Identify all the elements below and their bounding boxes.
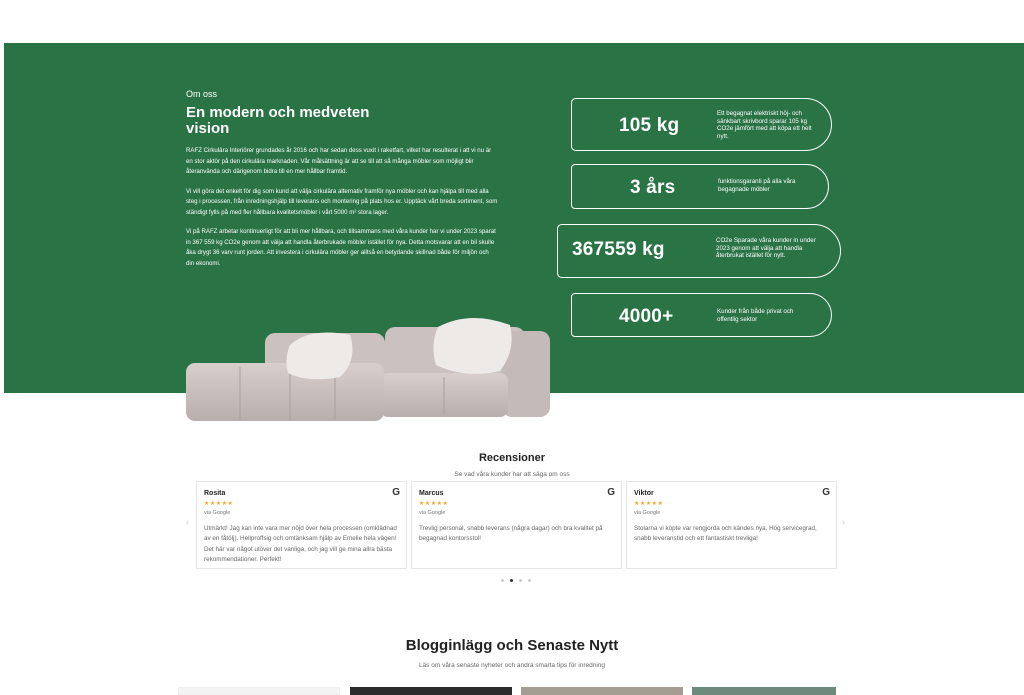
about-paragraph: Vi på RAFZ arbetar kontinuerligt för att bli mer hållbara, och tillsammans med våra kunder har vi under 2023 sparat in 367 559 kg CO2e genom att välja att handla återbrukade möbler istället för nya. Detta motsvarar att en bil skulle åka drygt 36 varv runt jorden. Att investera i cirkulära möbler ger alltså en betydande skillnad både för miljön och din ekonomi. bbox=[186, 228, 496, 267]
reviewer-name: Viktor bbox=[634, 490, 654, 497]
carousel-dot[interactable] bbox=[528, 579, 531, 582]
google-icon: G bbox=[822, 487, 830, 498]
carousel-pagination bbox=[501, 579, 531, 582]
carousel-dot[interactable] bbox=[501, 579, 504, 582]
about-eyebrow: Om oss bbox=[186, 89, 218, 99]
blog-subtitle: Läs om våra senaste nyheter och andra smarta tips för inredning bbox=[418, 662, 606, 669]
review-source: via Google bbox=[204, 510, 231, 516]
stat-card bbox=[571, 164, 829, 209]
review-text: Trevlig personal, snabb leverans (några dagar) och bra kvalitet på begagnad kontorsstol! bbox=[419, 525, 603, 543]
carousel-prev-button[interactable]: ‹ bbox=[186, 517, 189, 527]
review-card bbox=[626, 481, 837, 569]
stat-value: 105 kg bbox=[619, 115, 680, 136]
review-source: via Google bbox=[419, 510, 446, 516]
about-text-block bbox=[186, 89, 498, 278]
blog-title: Blogginlägg och Senaste Nytt bbox=[405, 637, 619, 654]
blog-card-image[interactable] bbox=[692, 687, 836, 695]
review-text: Utmärkt! Jag kan inte vara mer nöjd över hela processen (omklädnad av en fåtölj). Hellproffsig och omtänksam hjälp av Emelie hela vägen! Det här var något utöver det vanliga, och jag vill ge mina allra bästa rekommendationer. Perfekt! bbox=[204, 525, 397, 563]
review-source: via Google bbox=[634, 510, 661, 516]
stat-description: CO2e Sparade våra kunder in under 2023 genom att välja att handla återbrukat istället för nytt. bbox=[716, 237, 816, 259]
about-paragraph: Vi vill göra det enkelt för dig som kund att välja cirkulära alternativ framför nya möbler och kan hjälpa till med alla steg i processen, från inredningshjälp till leverans och montering på plats hos er. Upptäck vårt breda sortiment, som ständigt fylls på med fler hållbara kvalitetsmöbler i vårt 5000 m² stora lager. bbox=[186, 187, 498, 216]
star-rating: ★★★★★ bbox=[634, 501, 664, 507]
stat-description: Ett begagnat elektriskt höj- och sänkbart skrivbord sparar 105 kg CO2e jämfört med att köpa ett helt nytt. bbox=[717, 110, 812, 140]
reviews-title: Recensioner bbox=[478, 452, 546, 464]
reviewer-name: Rosita bbox=[204, 490, 226, 497]
stat-card bbox=[571, 293, 832, 337]
stat-value: 3 års bbox=[630, 177, 676, 198]
carousel-dot[interactable] bbox=[510, 579, 513, 582]
about-title: En modern och medveten vision bbox=[186, 104, 370, 137]
star-rating: ★★★★★ bbox=[419, 501, 449, 507]
star-rating: ★★★★★ bbox=[204, 501, 234, 507]
about-paragraph: RAFZ Cirkulära Interiörer grundades år 2016 och har sedan dess vuxit i raketfart, vilket har resulterat i att vi nu är en stor aktör på den cirkulära marknaden. Vår målsättning är att se till att så många möbler som möjligt blir återanvända och därigenom bidra till en mer hållbar framtid. bbox=[186, 147, 492, 175]
carousel-dot[interactable] bbox=[519, 579, 522, 582]
sofa-image bbox=[180, 305, 555, 423]
blog-card-image[interactable] bbox=[521, 687, 683, 695]
carousel-next-button[interactable]: › bbox=[842, 517, 845, 527]
review-text: Stolarna vi köpte var rengjorda och kändes nya. Hög servicegrad, snabb leveranstid och ett fantastiskt trevliga! bbox=[634, 525, 817, 543]
stat-description: Kunder från både privat och offentlig sektor bbox=[717, 308, 794, 323]
reviews-subtitle: Se vad våra kunder har att säga om oss bbox=[454, 471, 570, 478]
stat-card bbox=[571, 98, 832, 151]
blog-card-image[interactable] bbox=[350, 687, 512, 695]
stat-card bbox=[557, 224, 841, 278]
google-icon: G bbox=[392, 487, 400, 498]
blog-card-image[interactable] bbox=[178, 687, 340, 695]
review-card bbox=[411, 481, 622, 569]
review-card bbox=[196, 481, 407, 569]
stat-description: funktionsgaranti på alla våra begagnade möbler bbox=[718, 178, 796, 193]
google-icon: G bbox=[607, 487, 615, 498]
stat-value: 4000+ bbox=[619, 306, 674, 327]
about-section bbox=[4, 43, 1024, 393]
reviewer-name: Marcus bbox=[419, 490, 444, 497]
stat-value: 367559 kg bbox=[572, 239, 665, 260]
